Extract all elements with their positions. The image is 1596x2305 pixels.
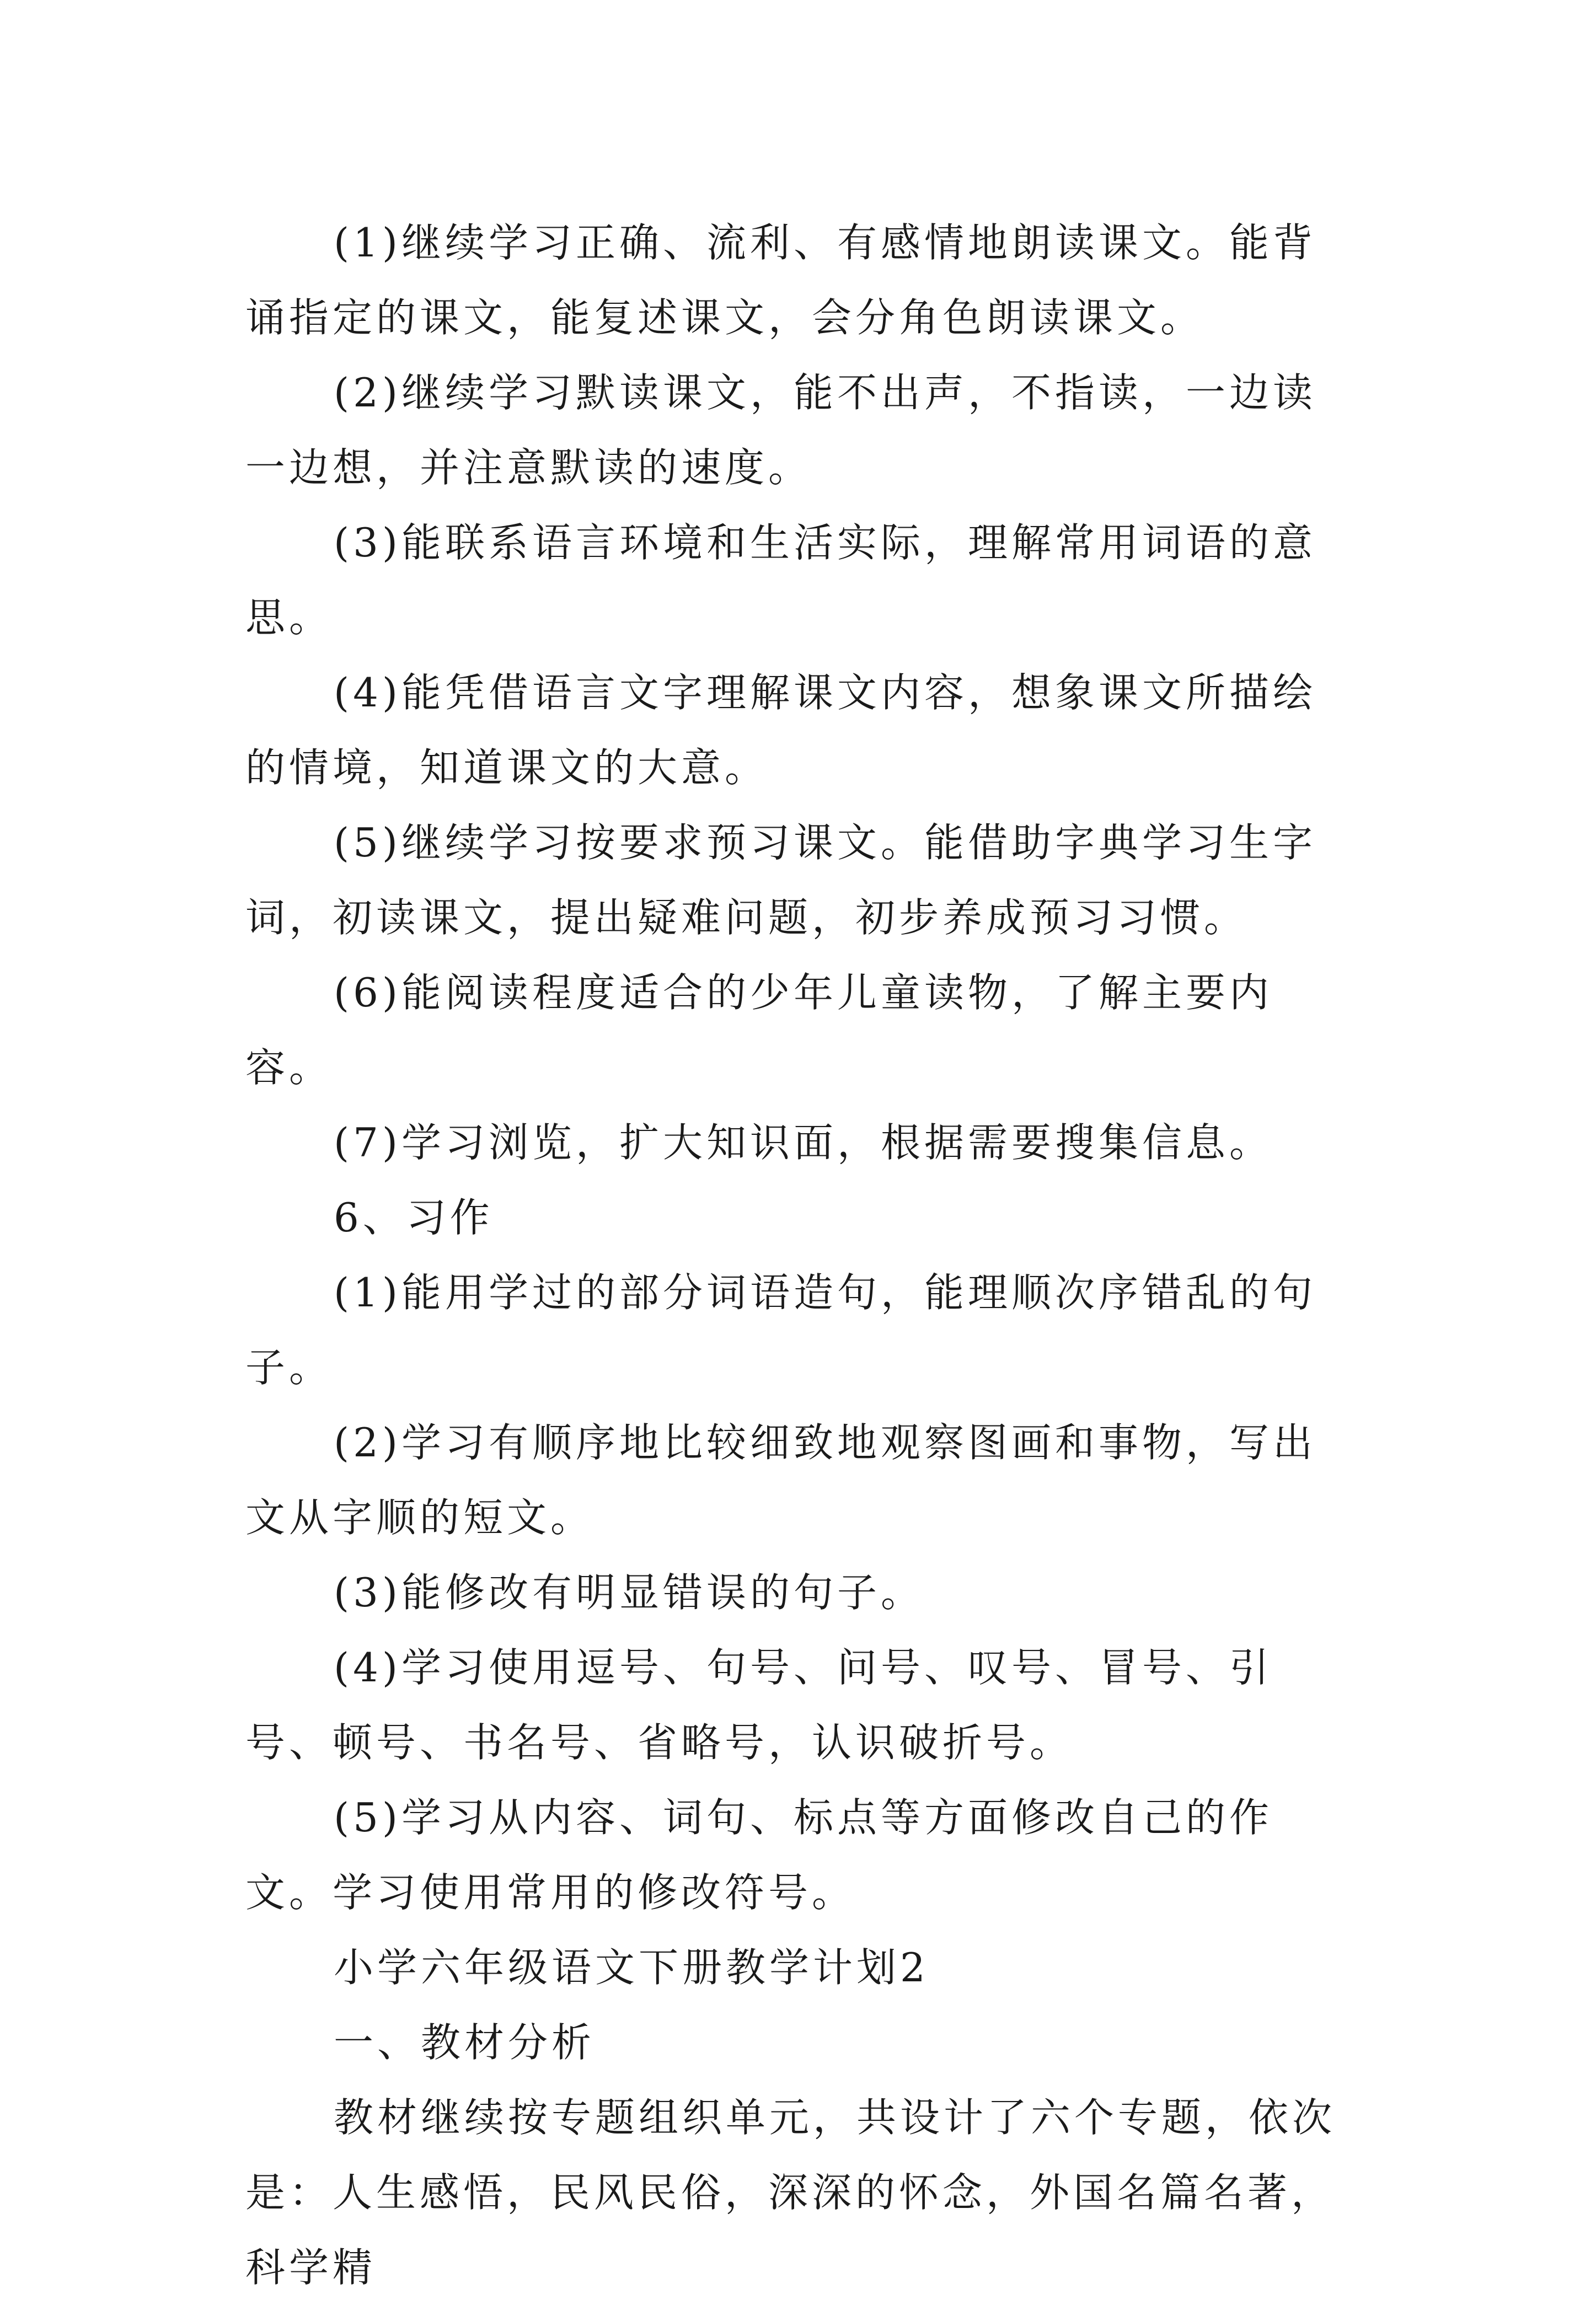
document-title: 小学六年级语文下册教学计划2: [334, 1944, 929, 1991]
paragraph: (7)学习浏览，扩大知识面，根据需要搜集信息。: [334, 1119, 1273, 1166]
paragraph: (3)能联系语言环境和生活实际，理解常用词语的意思。: [245, 519, 1316, 641]
paragraph: (2)继续学习默读课文，能不出声，不指读，一边读一边想，并注意默读的速度。: [245, 369, 1316, 491]
section-heading: 6、习作: [334, 1194, 494, 1241]
paragraph: (3)能修改有明显错误的句子。: [334, 1569, 924, 1616]
paragraph: (6)能阅读程度适合的少年儿童读物，了解主要内容。: [245, 969, 1273, 1091]
section-heading: 一、教材分析: [334, 2019, 596, 2066]
paragraph: (1)能用学过的部分词语造句，能理顺次序错乱的句子。: [245, 1269, 1316, 1391]
paragraph: (2)学习有顺序地比较细致地观察图画和事物，写出文从字顺的短文。: [245, 1419, 1316, 1541]
paragraph: (5)学习从内容、词句、标点等方面修改自己的作文。学习使用常用的修改符号。: [245, 1794, 1273, 1916]
paragraph: (4)能凭借语言文字理解课文内容，想象课文所描绘的情境，知道课文的大意。: [245, 669, 1316, 791]
document-body: [245, 205, 1354, 2305]
paragraph: (4)学习使用逗号、句号、问号、叹号、冒号、引号、顿号、书名号、省略号，认识破折号。: [245, 1644, 1273, 1766]
paragraph: (5)继续学习按要求预习课文。能借助字典学习生字词，初读课文，提出疑难问题，初步养成预习习惯。: [245, 819, 1316, 941]
paragraph: (1)继续学习正确、流利、有感情地朗读课文。能背诵指定的课文，能复述课文，会分角色朗读课文。: [245, 219, 1316, 341]
paragraph: 教材继续按专题组织单元，共设计了六个专题，依次是：人生感悟，民风民俗，深深的怀念，外国名篇名著，科学精: [245, 2094, 1336, 2291]
